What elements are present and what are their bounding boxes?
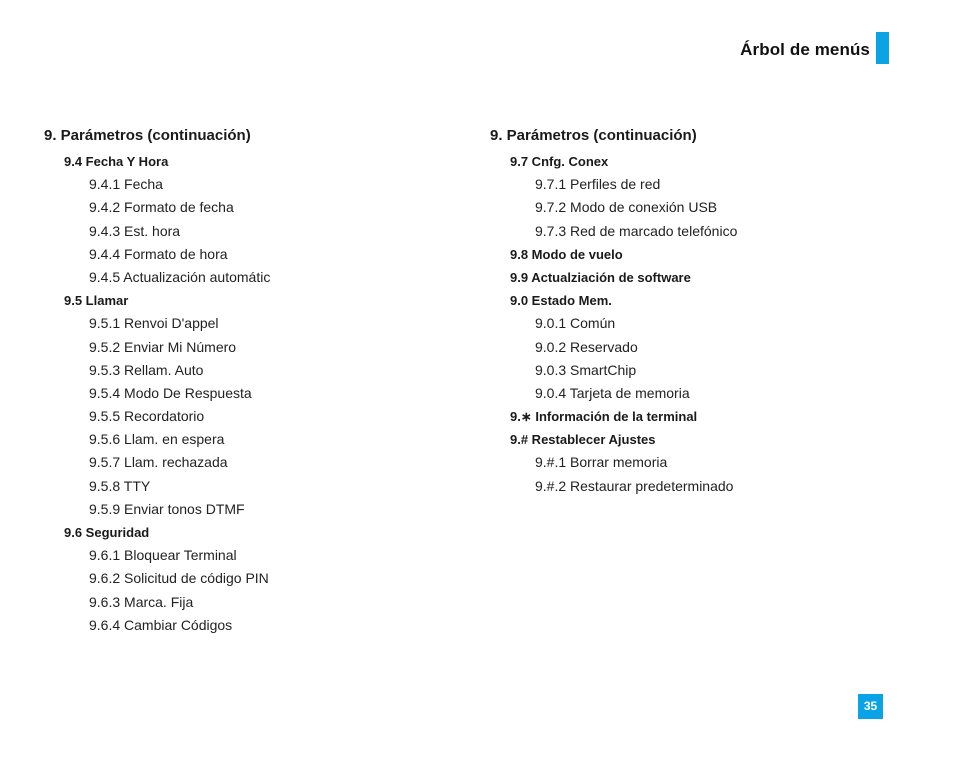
menu-item: 9.5.4 Modo De Respuesta [89,384,252,401]
menu-item: 9.5.1 Renvoi D'appel [89,315,219,332]
menu-submenu-heading: 9.5 Llamar [64,293,129,309]
menu-item: 9.5.9 Enviar tonos DTMF [89,500,245,517]
menu-submenu-heading: 9.4 Fecha Y Hora [64,154,169,169]
menu-submenu-heading: 9.7 Cnfg. Conex [510,154,609,169]
menu-item: 9.6.2 Solicitud de código PIN [89,570,269,587]
menu-item: 9.0.3 SmartChip [535,361,637,378]
left-menu-list [44,150,270,637]
menu-item: 9.0.2 Reservado [535,338,638,355]
left-column-title: 9. Parámetros (continuación) [44,127,251,144]
menu-item: 9.7.1 Perfiles de red [535,176,661,193]
menu-item: 9.4.4 Formato de hora [89,245,228,262]
left-menu-column [44,126,270,637]
menu-submenu-heading: 9.∗ Información de la terminal [510,409,698,425]
menu-item: 9.6.3 Marca. Fija [89,593,194,610]
menu-item: 9.4.2 Formato de fecha [89,199,234,216]
menu-item: 9.6.4 Cambiar Códigos [89,616,233,633]
menu-item: 9.7.2 Modo de conexión USB [535,199,718,216]
menu-submenu-heading: 9.# Restablecer Ajustes [510,432,656,448]
menu-submenu-heading: 9.9 Actualziación de software [510,269,691,285]
right-menu-column [490,126,737,498]
right-menu-list [490,150,737,498]
menu-item: 9.5.3 Rellam. Auto [89,361,204,378]
page-number-badge: 35 [858,694,883,719]
menu-item: 9.5.2 Enviar Mi Número [89,338,237,355]
menu-submenu-heading: 9.6 Seguridad [64,525,150,540]
menu-item: 9.#.1 Borrar memoria [535,454,668,471]
menu-submenu-heading: 9.8 Modo de vuelo [510,246,623,262]
menu-item: 9.7.3 Red de marcado telefónico [535,222,738,239]
menu-item: 9.0.1 Común [535,315,616,332]
menu-item: 9.#.2 Restaurar predeterminado [535,477,734,494]
menu-submenu-heading: 9.0 Estado Mem. [510,293,612,309]
menu-item: 9.4.1 Fecha [89,176,163,193]
menu-item: 9.5.7 Llam. rechazada [89,454,228,471]
menu-item: 9.0.4 Tarjeta de memoria [535,384,690,401]
page-header-title: Árbol de menús [740,40,870,59]
menu-item: 9.5.8 TTY [89,477,151,494]
menu-item: 9.4.5 Actualización automátic [89,268,271,285]
menu-item: 9.5.5 Recordatorio [89,408,205,425]
menu-item: 9.5.6 Llam. en espera [89,431,225,448]
menu-item: 9.4.3 Est. hora [89,222,181,239]
menu-item: 9.6.1 Bloquear Terminal [89,547,237,564]
header-accent-bar [876,32,889,64]
right-column-title: 9. Parámetros (continuación) [490,127,697,144]
